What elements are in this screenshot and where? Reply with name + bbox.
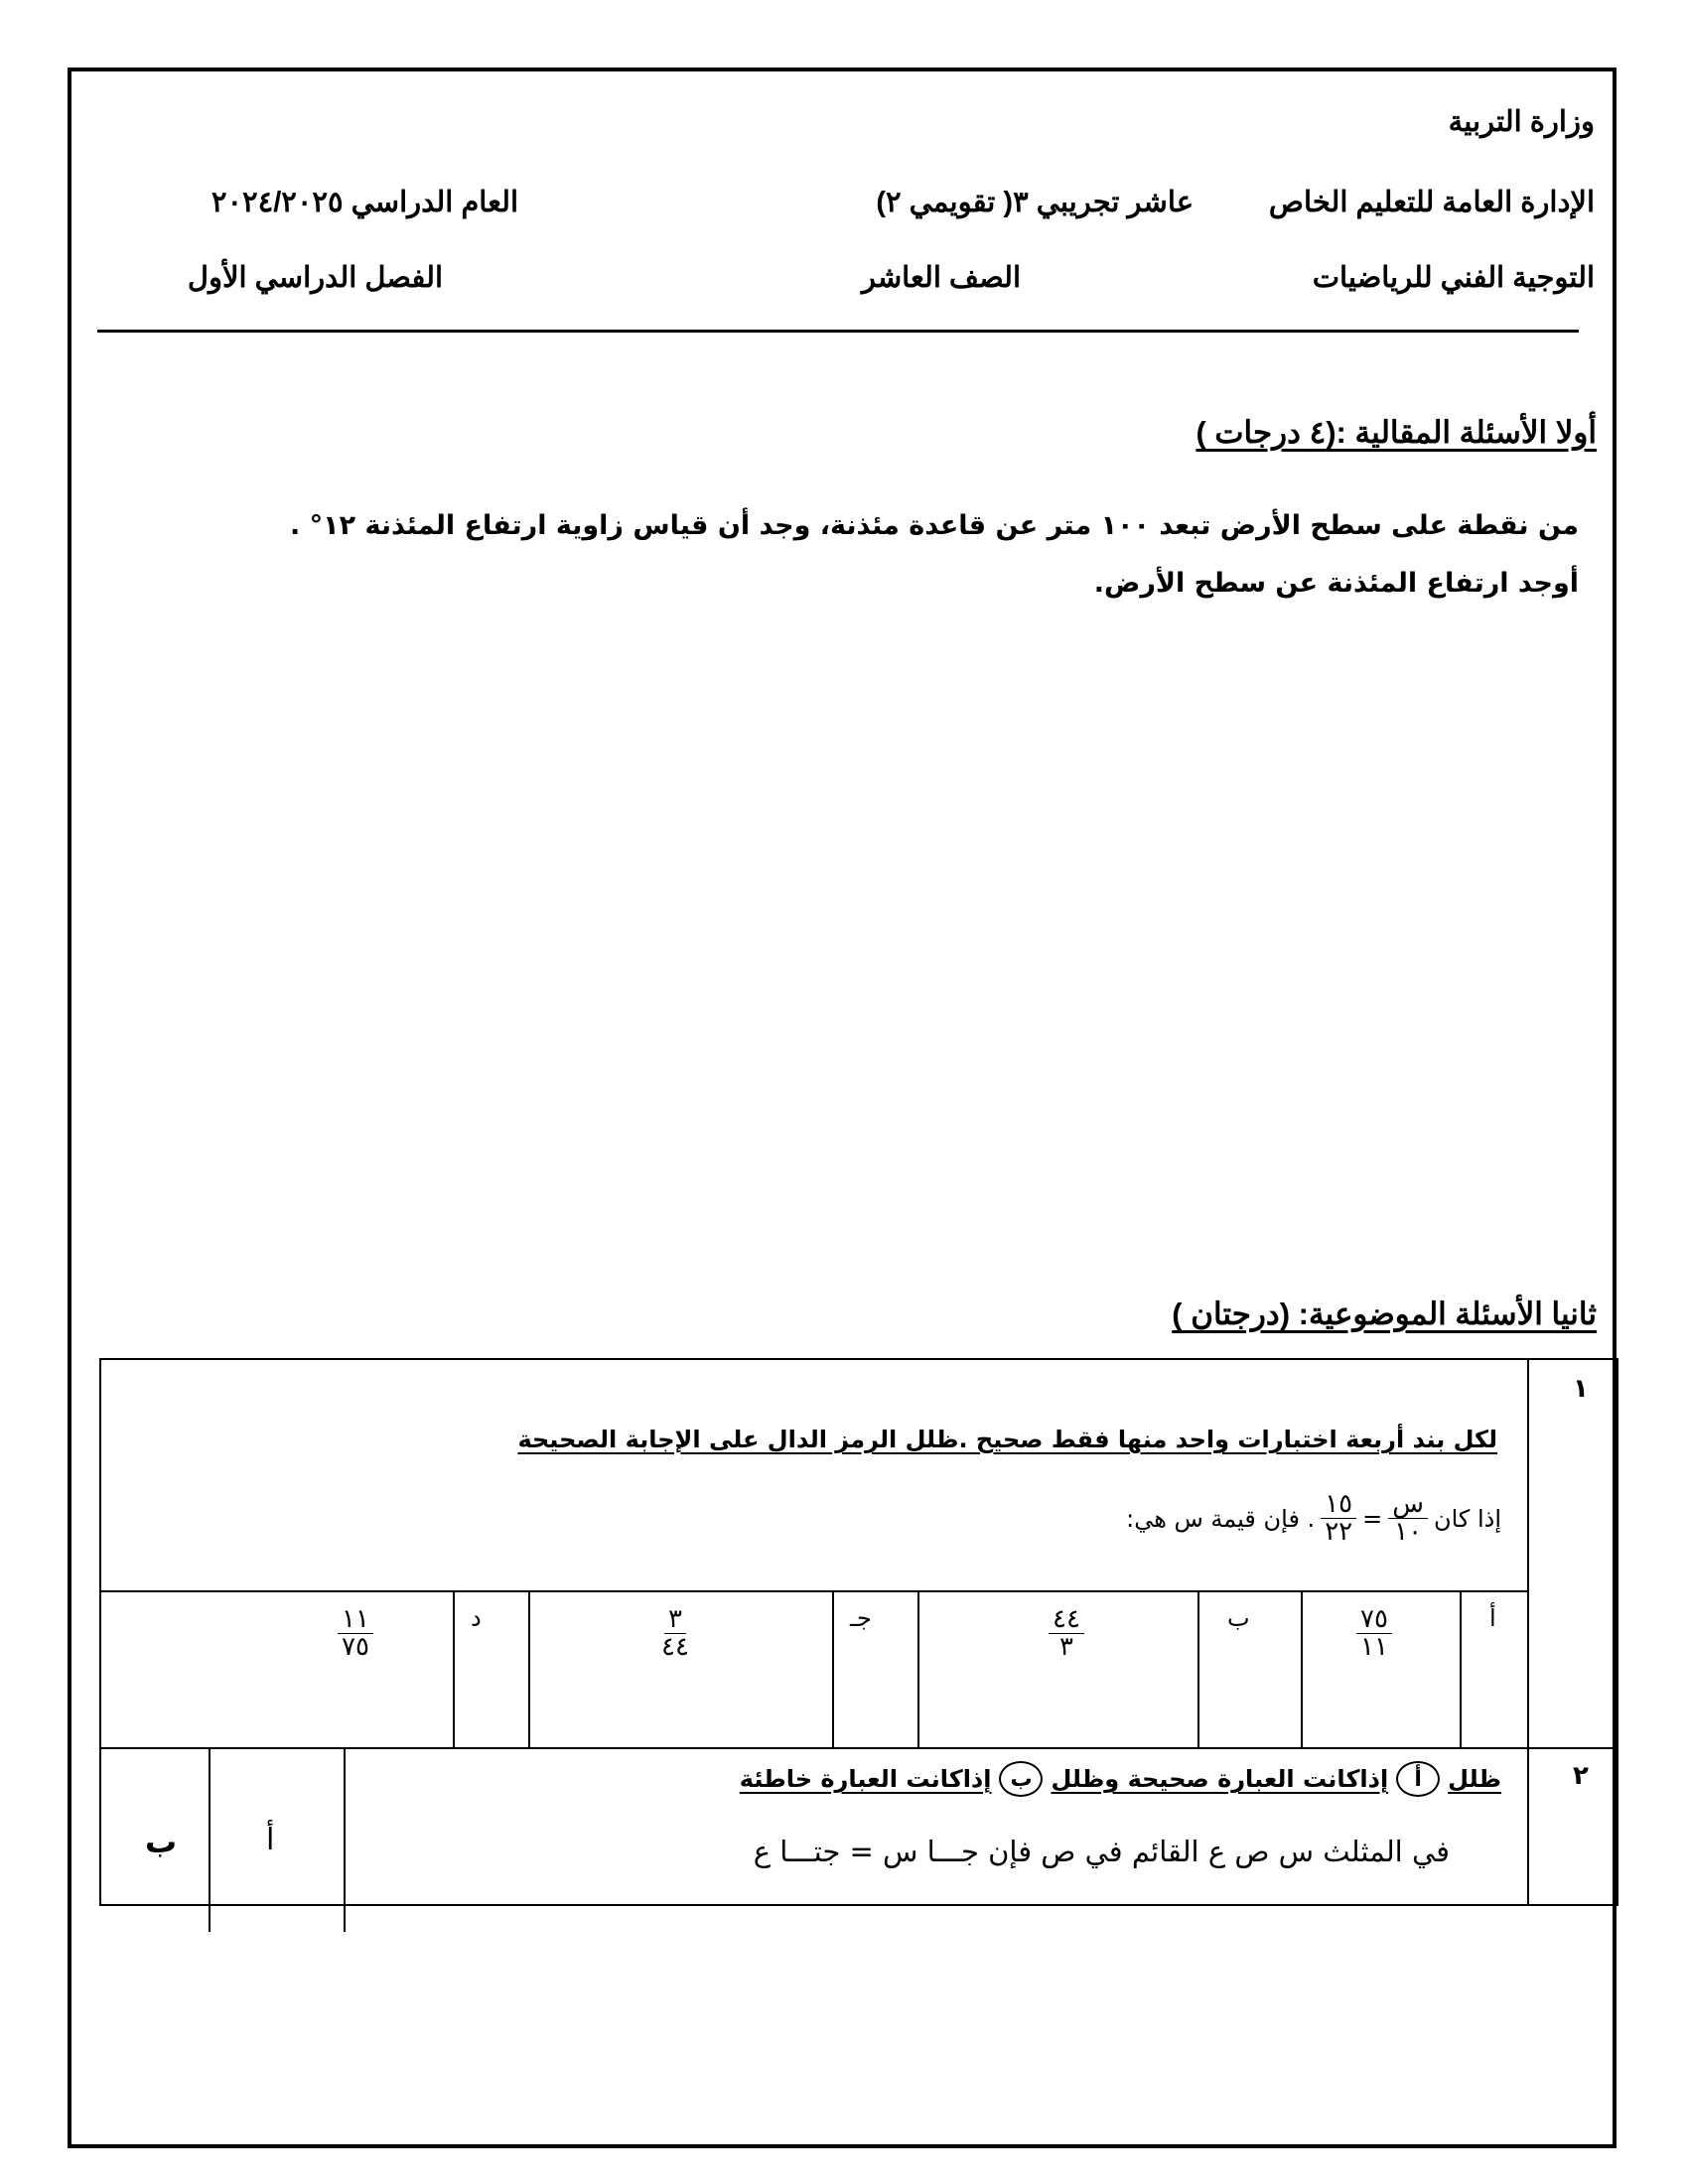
table-bottom-border: [99, 1904, 1618, 1906]
option-a-den: ١١: [1360, 1632, 1388, 1663]
q1-stem-suffix: . فإن قيمة س هي:: [1126, 1504, 1316, 1533]
q2-circle-a: أ: [1396, 1761, 1440, 1797]
q2-number: ٢: [1573, 1761, 1589, 1791]
option-b-num: ٤٤: [1049, 1606, 1084, 1634]
q2-instruction-shade: ظلل: [1448, 1765, 1501, 1793]
option-divider-2: [1301, 1590, 1303, 1747]
ministry-name: وزارة التربية: [1448, 106, 1595, 138]
essay-problem-line2: أوجد ارتفاع المئذنة عن سطح الأرض.: [1093, 568, 1579, 599]
essay-problem-line1: من نقطة على سطح الأرض تبعد ١٠٠ متر عن قاعدة مئذنة، وجد أن قياس زاوية ارتفاع المئذنة ١٢° .: [289, 510, 1579, 541]
section1-title: أولا الأسئلة المقالية :(٤ درجات ): [1196, 415, 1597, 450]
q2-statement: في المثلث س ص ع القائم في ص فإن جـــا س = جتـــا ع: [753, 1835, 1450, 1868]
option-a-num: ٧٥: [1356, 1606, 1392, 1634]
option-c-num: ٣: [664, 1606, 686, 1634]
answer-divider-2: [209, 1747, 211, 1932]
q1-stem-lhs-num: س: [1388, 1491, 1428, 1519]
option-d-letter[interactable]: د: [471, 1604, 482, 1632]
option-divider-6: [528, 1590, 530, 1747]
q2-circle-b: ب: [999, 1761, 1043, 1797]
q1-stem-equals: =: [1362, 1504, 1383, 1533]
option-d-den: ٧٥: [342, 1632, 369, 1663]
table-left-border: [99, 1358, 101, 1906]
grade-label: الصف العاشر: [861, 262, 1021, 294]
row-divider: [99, 1747, 1618, 1749]
option-divider-7: [453, 1590, 455, 1747]
option-d-value: [338, 1606, 373, 1662]
academic-year: العام الدراسي ٢٠٢٤/٢٠٢٥: [211, 187, 518, 218]
option-b-den: ٣: [1058, 1632, 1073, 1663]
option-divider-5: [832, 1590, 834, 1747]
q1-stem-rhs-den: ٢٢: [1325, 1517, 1353, 1548]
answer-divider-1: [344, 1747, 346, 1932]
option-b-value: [1049, 1606, 1084, 1662]
q2-instruction: [740, 1761, 1501, 1797]
option-c-value: [657, 1606, 693, 1662]
semester-label: الفصل الدراسي الأول: [187, 262, 443, 294]
q1-stem-lhs-fraction: [1388, 1491, 1428, 1547]
option-b-letter[interactable]: ب: [1227, 1604, 1250, 1632]
header-divider: [97, 330, 1579, 333]
q2-answer-a[interactable]: أ: [266, 1823, 275, 1857]
section2-title: ثانيا الأسئلة الموضوعية: (درجتان ): [1172, 1297, 1597, 1331]
options-top-divider: [99, 1590, 1529, 1592]
supervision-name: التوجية الفني للرياضيات: [1312, 262, 1595, 294]
option-a-letter[interactable]: أ: [1489, 1604, 1496, 1632]
q1-stem-rhs-num: ١٥: [1321, 1491, 1356, 1519]
table-top-border: [99, 1358, 1618, 1360]
q1-stem-prefix: إذا كان: [1433, 1504, 1501, 1533]
q1-instruction: لكل بند أربعة اختبارات واحد منها فقط صحيح .ظلل الرمز الدال على الإجابة الصحيحة: [517, 1426, 1497, 1453]
option-a-value: [1356, 1606, 1392, 1662]
q1-stem-rhs-fraction: [1321, 1491, 1356, 1547]
option-divider-3: [1197, 1590, 1199, 1747]
q2-answer-b[interactable]: ب: [145, 1823, 178, 1860]
option-d-num: ١١: [338, 1606, 373, 1634]
q1-stem-lhs-den: ١٠: [1394, 1517, 1423, 1548]
exam-name: عاشر تجريبي ٣( تقويمي ٢): [876, 187, 1194, 218]
q2-instruction-false: إذاكانت العبارة خاطئة: [739, 1765, 992, 1793]
table-right-border: [1617, 1358, 1618, 1906]
option-c-den: ٤٤: [661, 1632, 689, 1663]
option-divider-4: [917, 1590, 919, 1747]
department-name: الإدارة العامة للتعليم الخاص: [1268, 187, 1595, 218]
q1-stem: [1126, 1491, 1501, 1547]
q2-instruction-true: إذاكانت العبارة صحيحة وظلل: [1051, 1765, 1389, 1793]
option-c-letter[interactable]: جـ: [850, 1604, 872, 1632]
number-column-divider: [1527, 1358, 1529, 1906]
q1-number: ١: [1573, 1374, 1589, 1404]
option-divider-1: [1460, 1590, 1462, 1747]
